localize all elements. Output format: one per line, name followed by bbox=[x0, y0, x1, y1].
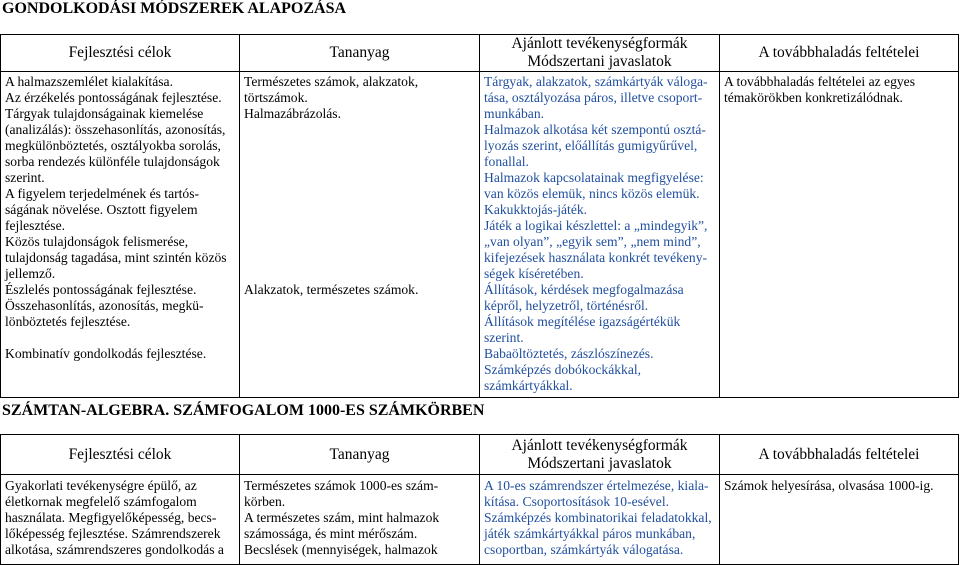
activities-line: képről, helyzetről, történésről. bbox=[484, 298, 649, 313]
header-material: Tananyag bbox=[240, 35, 480, 72]
activities-line: kítása. Csoportosítások 10-esével. bbox=[484, 494, 669, 509]
activities-line: munkában. bbox=[484, 106, 545, 121]
conditions-line: témakörökben konkretizálódnak. bbox=[724, 90, 903, 105]
material-line: Halmazábrázolás. bbox=[244, 106, 341, 121]
activities-line: Halmazok kapcsolatainak megfigyelése: bbox=[484, 170, 704, 185]
activities-line: szerint. bbox=[484, 330, 524, 345]
goals-spacer bbox=[5, 330, 235, 346]
goals-line: lönböztetés fejlesztése. bbox=[5, 314, 131, 329]
goals-line: A figyelem terjedelmének és tartós- bbox=[5, 186, 200, 201]
conditions-line: A továbbhaladás feltételei az egyes bbox=[724, 74, 915, 89]
table-row bbox=[1, 72, 959, 398]
goals-line: ságának növelése. Osztott figyelem bbox=[5, 202, 198, 217]
activities-line: számkártyákkal. bbox=[484, 378, 573, 393]
section-title-gondolkodasi: GONDOLKODÁSI MÓDSZEREK ALAPOZÁSA bbox=[2, 0, 347, 17]
material-line: Természetes számok, alakzatok, bbox=[244, 74, 419, 89]
header-goals: Fejlesztési célok bbox=[1, 35, 240, 72]
cell-goals bbox=[1, 475, 240, 565]
header-activities bbox=[480, 35, 720, 72]
material-line: számossága, és mint mérőszám. bbox=[244, 526, 418, 541]
activities-line: Állítások megítélése igazságértékük bbox=[484, 314, 681, 329]
material-line: körben. bbox=[244, 494, 286, 509]
cell-goals bbox=[1, 72, 240, 398]
activities-line: ségek kíséretében. bbox=[484, 266, 584, 281]
table-szamtan bbox=[0, 434, 959, 565]
header-material: Tananyag bbox=[240, 435, 480, 475]
table-header-row bbox=[1, 35, 959, 72]
activities-line: „van olyan”, „egyik sem”, „nem mind”, bbox=[484, 234, 701, 249]
activities-line: Tárgyak, alakzatok, számkártyák válogа- bbox=[484, 74, 708, 89]
header-activities bbox=[480, 435, 720, 475]
goals-line: A halmazszemlélet kialakítása. bbox=[5, 74, 173, 89]
goals-line: tulajdonság tagadása, mint szintén közös bbox=[5, 250, 227, 265]
goals-line: sorba rendezés különféle tulajdonságok bbox=[5, 154, 220, 169]
activities-line: Halmazok alkotása két szempontú osztá- bbox=[484, 122, 706, 137]
cell-activities bbox=[480, 475, 720, 565]
goals-line: használata. Megfigyelőképesség, becs- bbox=[5, 510, 217, 525]
material-line: Természetes számok 1000-es szám- bbox=[244, 478, 439, 493]
header-activities-line2: Módszertani javaslatok bbox=[527, 454, 672, 472]
table-row bbox=[1, 475, 959, 565]
goals-line: életkornak megfelelő számfogalom bbox=[5, 494, 197, 509]
activities-line: játék számkártyákkal páros munkában, bbox=[484, 526, 696, 541]
goals-line: szerint. bbox=[5, 170, 45, 185]
material-line: Alakzatok, természetes számok. bbox=[244, 282, 419, 297]
header-conditions: A továbbhaladás feltételei bbox=[720, 435, 959, 475]
material-line: A természetes szám, mint halmazok bbox=[244, 510, 440, 525]
activities-line: Állítások, kérdések megfogalmazása bbox=[484, 282, 684, 297]
conditions-line: Számok helyesírása, olvasása 1000-ig. bbox=[724, 478, 934, 493]
material-spacer bbox=[244, 122, 475, 282]
activities-line: Számképzés dobókockákkal, bbox=[484, 362, 642, 377]
activities-line: kifejezések használata konkrét tevékeny- bbox=[484, 250, 708, 265]
header-conditions: A továbbhaladás feltételei bbox=[720, 35, 959, 72]
material-line: Becslések (mennyiségek, halmazok bbox=[244, 542, 438, 557]
activities-line: fonallal. bbox=[484, 154, 529, 169]
cell-material bbox=[240, 475, 480, 565]
goals-line: fejlesztése. bbox=[5, 218, 66, 233]
header-activities-line2: Módszertani javaslatok bbox=[527, 53, 672, 70]
table-gondolkodasi bbox=[0, 34, 959, 398]
activities-line: Számképzés kombinatorikai feladatokkal, bbox=[484, 510, 712, 525]
activities-line: A 10-es számrendszer értelmezése, kiala- bbox=[484, 478, 709, 493]
material-line: törtszámok. bbox=[244, 90, 308, 105]
goals-line: Gyakorlati tevékenységre épülő, az bbox=[5, 478, 197, 493]
goals-line: Tárgyak tulajdonságainak kiemelése bbox=[5, 106, 204, 121]
goals-line: alkotása, számrendszeres gondolkodás a bbox=[5, 542, 224, 557]
goals-line: Az érzékelés pontosságának fejlesztése. bbox=[5, 90, 222, 105]
table-header-row bbox=[1, 435, 959, 475]
goals-line: Kombinatív gondolkodás fejlesztése. bbox=[5, 346, 207, 361]
goals-line: jellemző. bbox=[5, 266, 56, 281]
section-title-szamtan: SZÁMTAN-ALGEBRA. SZÁMFOGALOM 1000-ES SZÁMKÖRBEN bbox=[2, 402, 485, 419]
header-activities-line1: Ajánlott tevékenységformák bbox=[511, 436, 688, 454]
goals-line: Közös tulajdonságok felismerése, bbox=[5, 234, 189, 249]
activities-line: Játék a logikai készlettel: a „mindegyik”, bbox=[484, 218, 708, 233]
activities-line: lyozás szerint, előállítás gumigyűrűvel, bbox=[484, 138, 698, 153]
header-goals: Fejlesztési célok bbox=[1, 435, 240, 475]
goals-line: Összehasonlítás, azonosítás, megkü- bbox=[5, 298, 204, 313]
activities-line: Kakukktojás-játék. bbox=[484, 202, 588, 217]
activities-line: tása, osztályozása páros, illetve csoport- bbox=[484, 90, 703, 105]
cell-activities bbox=[480, 72, 720, 398]
goals-line: megkülönböztetés, osztályokba sorolás, bbox=[5, 138, 221, 153]
cell-conditions bbox=[720, 72, 959, 398]
activities-line: Babaöltöztetés, zászlószínezés. bbox=[484, 346, 654, 361]
activities-line: csoportban, számkártyák válogatása. bbox=[484, 542, 684, 557]
cell-conditions bbox=[720, 475, 959, 565]
goals-line: (analizálás): összehasonlítás, azonosítás, bbox=[5, 122, 226, 137]
header-activities-line1: Ajánlott tevékenységformák bbox=[511, 35, 688, 52]
goals-line: lőképesség fejlesztése. Számrendszerek bbox=[5, 526, 221, 541]
activities-line: van közös elemük, nincs közös elemük. bbox=[484, 186, 700, 201]
goals-line: Észlelés pontosságának fejlesztése. bbox=[5, 282, 197, 297]
cell-material bbox=[240, 72, 480, 398]
